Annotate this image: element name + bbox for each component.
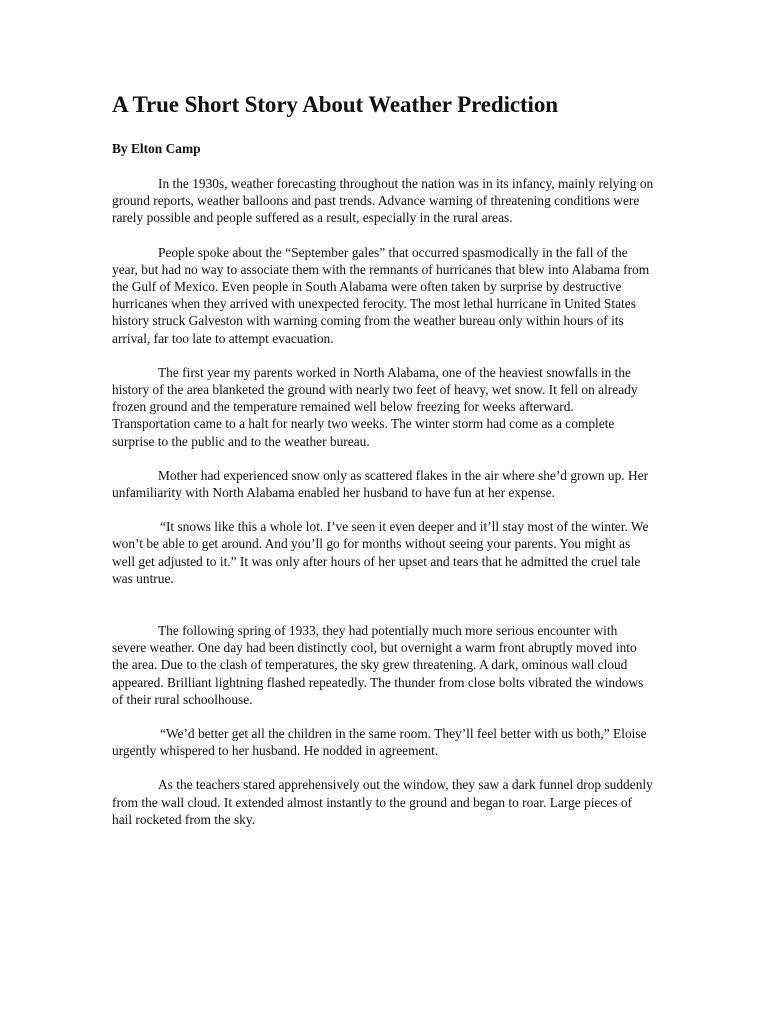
paragraph-3: The first year my parents worked in North Alabama, one of the heaviest snowfalls in the history of the area blanketed the ground with nearly two feet of heavy, wet snow. It fell on already frozen ground and the temperature remained well below freezing for weeks afterward. Transportation came to a halt for nearly two weeks. The winter storm had come as a complete surprise to the public and to the weather bureau. bbox=[112, 364, 638, 449]
document-title: A True Short Story About Weather Prediction bbox=[112, 92, 558, 117]
author-byline: By Elton Camp bbox=[112, 141, 201, 156]
paragraph-7: “We’d better get all the children in the same room. They’ll feel better with us both,” Eloise urgently whispered to her husband. He nodded in agreement. bbox=[112, 726, 647, 759]
document-body bbox=[112, 175, 654, 828]
paragraph-8: As the teachers stared apprehensively out the window, they saw a dark funnel drop suddenly from the wall cloud. It extended almost instantly to the ground and began to roar. Large pieces of hail rocketed from the sky. bbox=[112, 777, 653, 827]
paragraph-4: Mother had experienced snow only as scattered flakes in the air where she’d grown up. Her unfamiliarity with North Alabama enabled her husband to have fun at her expense. bbox=[112, 467, 649, 501]
paragraph-6: The following spring of 1933, they had potentially much more serious encounter with severe weather. One day had been distinctly cool, but overnight a warm front abruptly moved into the area. Due to the clash of temperatures, the sky grew threatening. A dark, ominous wall cloud appeared. Brilliant lightning flashed repeatedly. The thunder from close bolts vibrated the windows of their rural schoolhouse. bbox=[112, 623, 644, 707]
paragraph-5: “It snows like this a whole lot. I’ve seen it even deeper and it’ll stay most of the winter. We won’t be able to get around. And you’ll go for months without seeing your parents. You might as well get adjusted to it.” It was only after hours of her upset and tears that he admitted the cruel tale was untrue. bbox=[112, 519, 649, 586]
paragraph-2: People spoke about the “September gales” that occurred spasmodically in the fall of the year, but had no way to associate them with the remnants of hurricanes that blew into Alabama from the Gulf of Mexico. Even people in South Alabama were often taken by surprise by destructive hurricanes when they arrived with unexpected ferocity. The most lethal hurricane in United States history struck Galveston with warning coming from the weather bureau only within hours of its arrival, far too late to attempt evacuation. bbox=[112, 244, 650, 346]
paragraph-1: In the 1930s, weather forecasting throughout the nation was in its infancy, mainly relying on ground reports, weather balloons and past trends. Advance warning of threatening conditions were rarely possible and people suffered as a result, especially in the rural areas. bbox=[112, 176, 654, 226]
